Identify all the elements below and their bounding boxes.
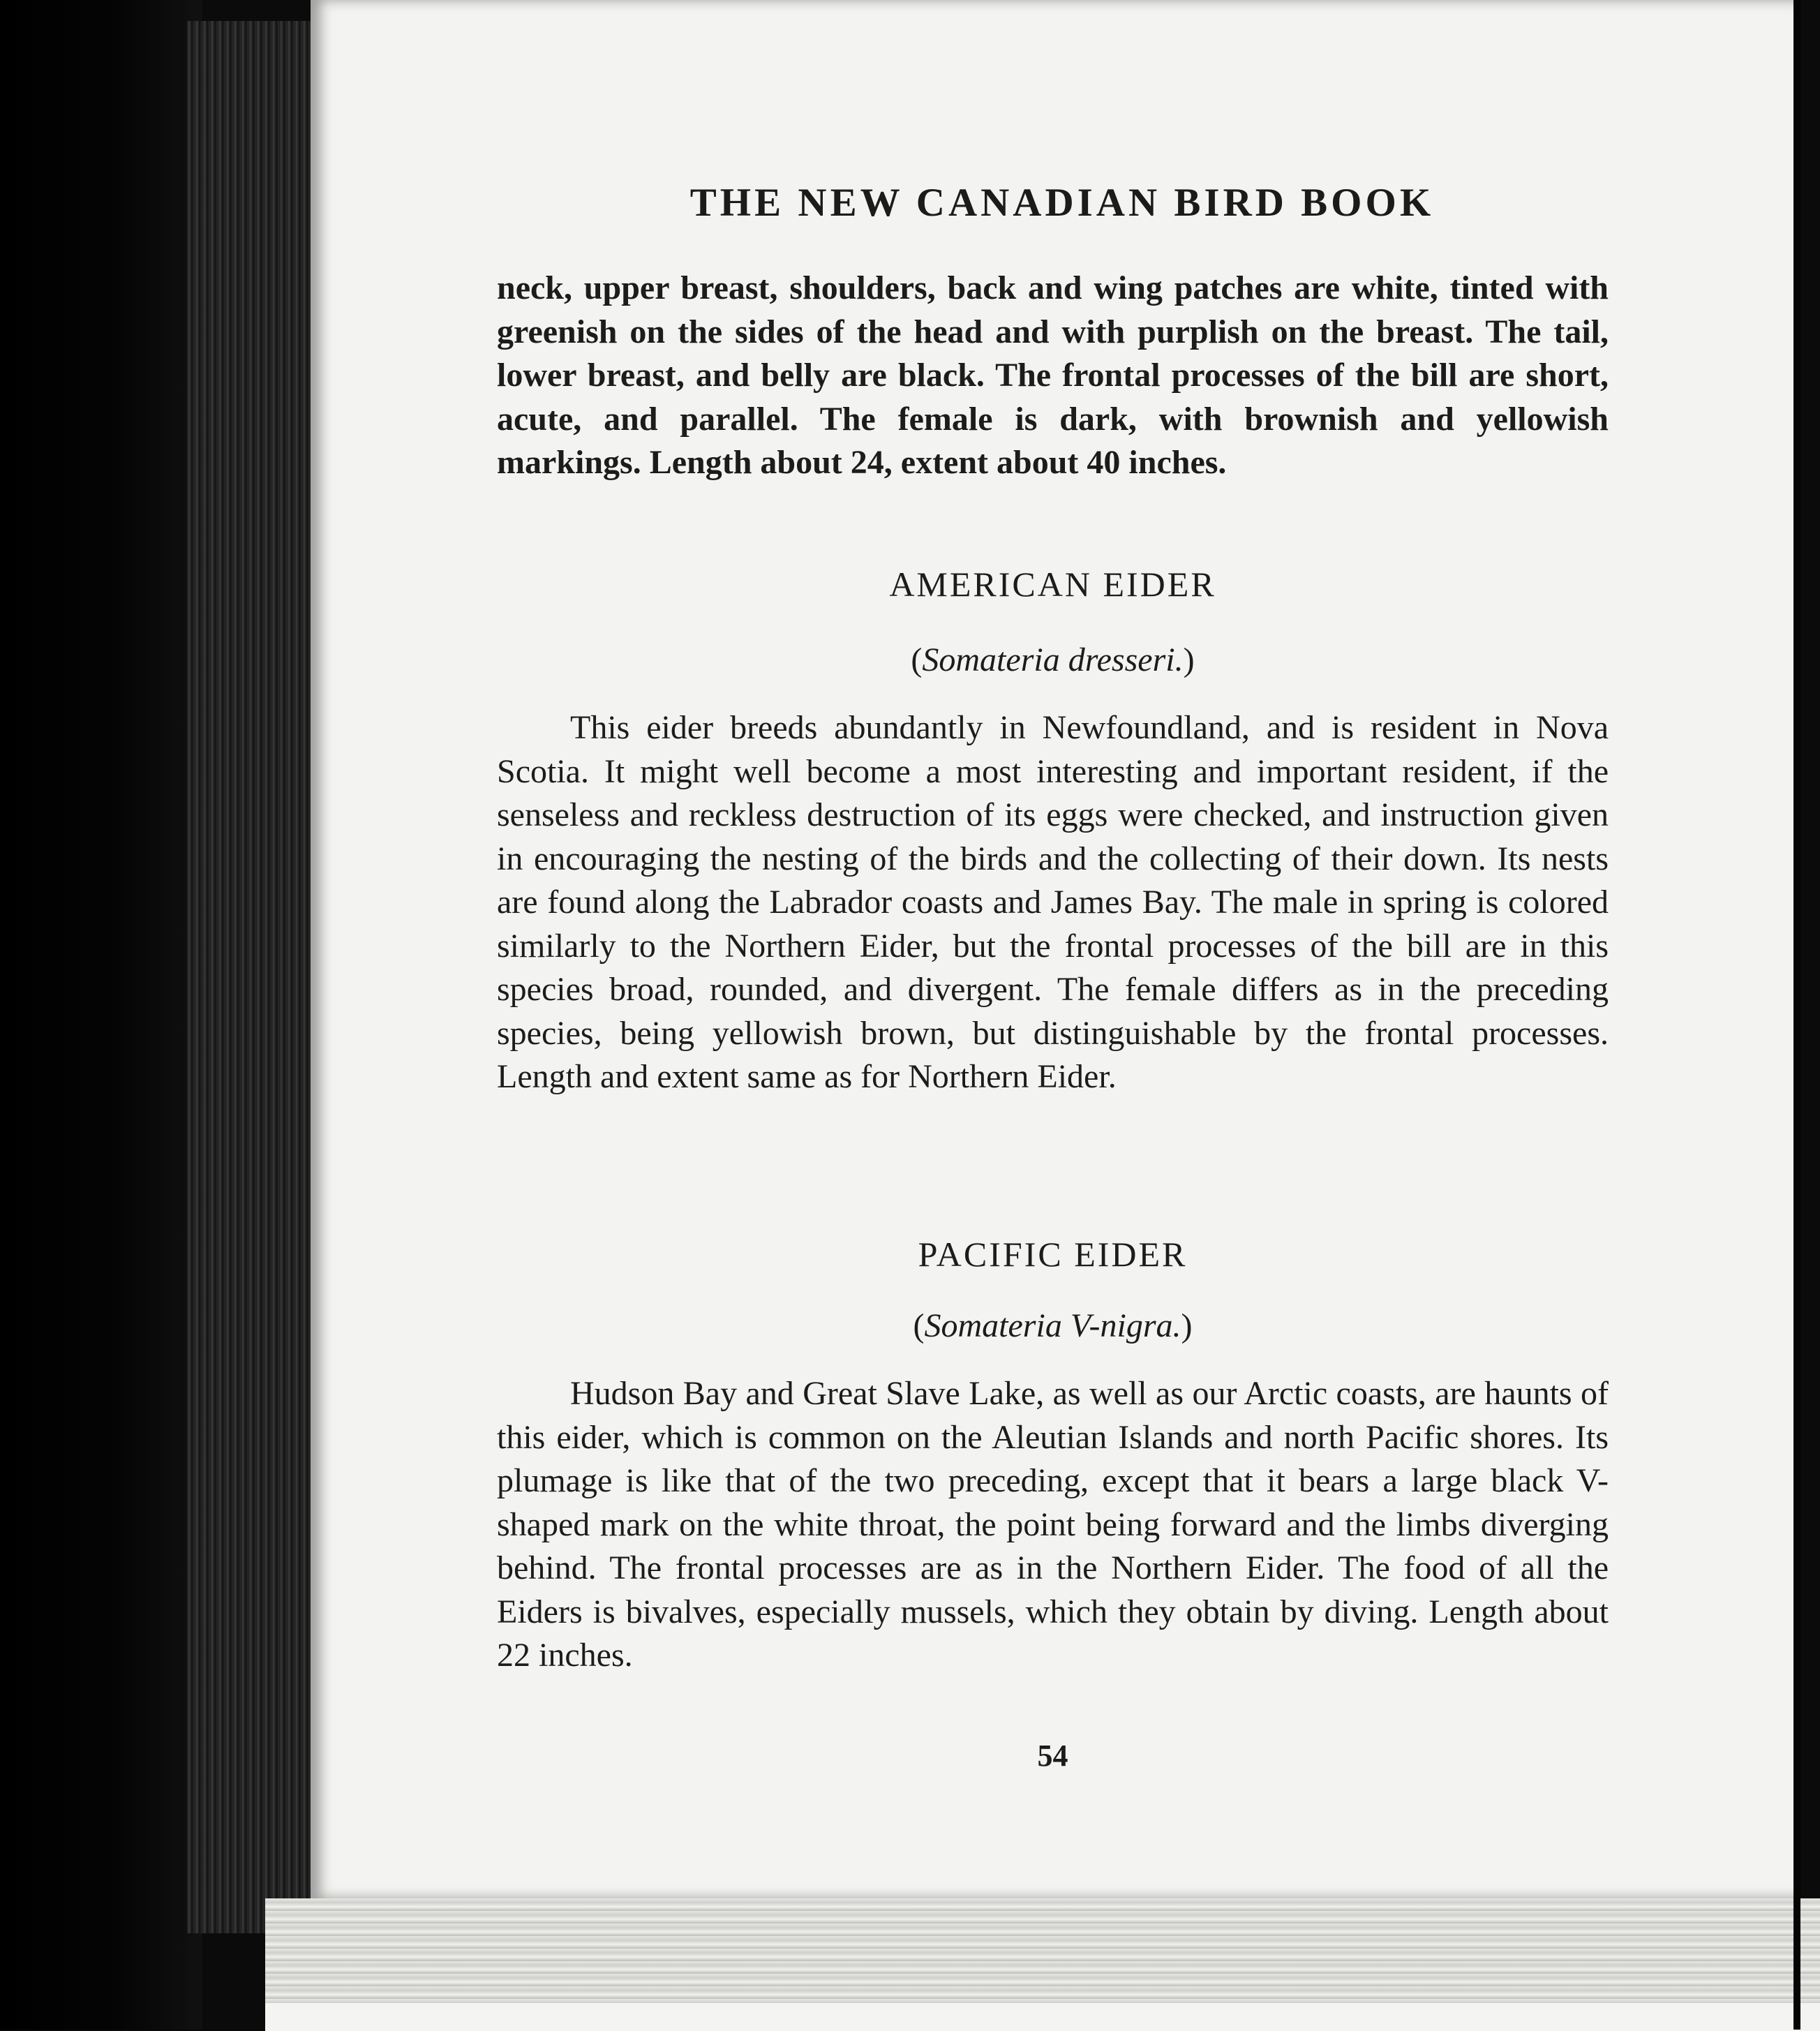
scientific-name-text: Somateria dresseri. <box>922 641 1184 678</box>
scientific-name-pacific-eider: (Somateria V-nigra.) <box>913 1307 1193 1344</box>
right-border <box>1793 0 1800 2030</box>
page-stack-bottom <box>265 1898 1820 2031</box>
page-number: 54 <box>1037 1739 1068 1773</box>
section-body-pacific-eider: Hudson Bay and Great Slave Lake, as well as our Arctic coasts, are haunts of this eider, which is common on the Aleutian Islands and north Pacific shores. Its plumage is like that of the two preceding, except that it bears a large black V-shaped mark on the white throat, the point being forward and the limbs diverging behind. The frontal processes are as in the Northern Eider. The food of all the Eiders is bivalves, especially mussels, which they obtain by diving. Length about 22 inches. <box>497 1375 1609 1674</box>
section-title-pacific-eider: PACIFIC EIDER <box>918 1235 1188 1274</box>
section-title-american-eider: AMERICAN EIDER <box>889 565 1216 604</box>
scientific-name-text: Somateria V-nigra. <box>924 1307 1181 1344</box>
running-header: THE NEW CANADIAN BIRD BOOK <box>689 181 1435 225</box>
book-spine-shadow <box>0 0 202 2030</box>
section-body-american-eider: This eider breeds abundantly in Newfoundland, and is resident in Nova Scotia. It might well become a most interesting and important resident, if the senseless and reckless destruction of its eggs were checked, and instruction given in encouraging the nesting of the birds and the collecting of their down. Its nests are found along the Labrador coasts and James Bay. The male in spring is colored similarly to the Northern Eider, but the frontal processes of the bill are in this species broad, rounded, and divergent. The female differs as in the preceding species, being yellowish brown, but distinguishable by the frontal processes. Length and extent same as for Northern Eider. <box>497 709 1609 1095</box>
page-edges <box>187 21 327 1933</box>
intro-paragraph: neck, upper breast, shoulders, back and wing patches are white, tinted with greenish on the sides of the head and with purplish on the breast. The tail, lower breast, and belly are black. The frontal processes of the bill are short, acute, and parallel. The female is dark, with brownish and yellowish markings. Length about 24, extent about 40 inches. <box>497 269 1609 481</box>
scientific-name-american-eider: (Somateria dresseri.) <box>911 641 1195 678</box>
